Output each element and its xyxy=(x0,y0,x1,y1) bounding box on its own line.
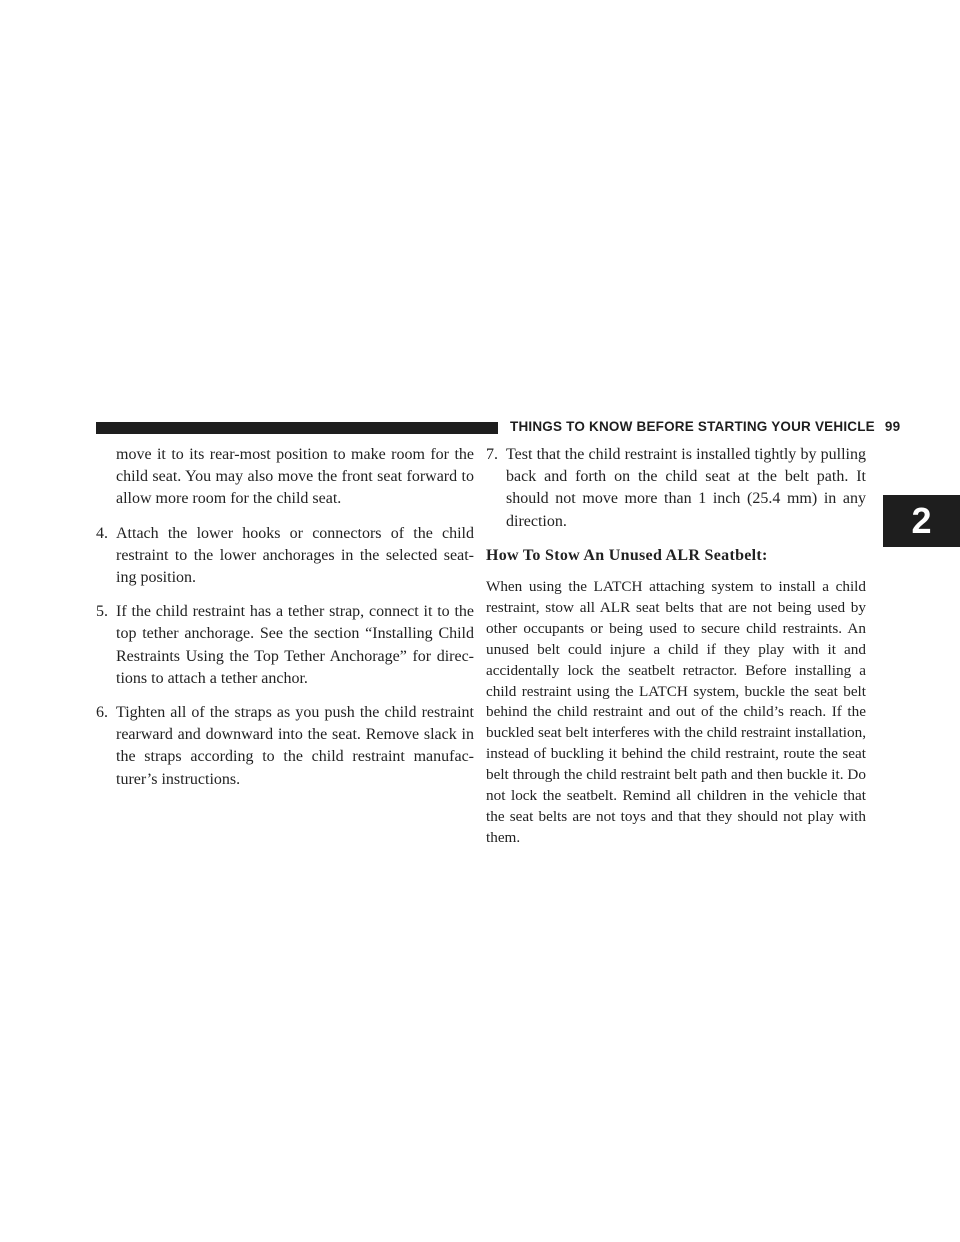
list-item xyxy=(96,523,474,590)
section-heading: How To Stow An Unused ALR Seatbelt: xyxy=(486,546,768,564)
section-title: THINGS TO KNOW BEFORE STARTING YOUR VEHICLE xyxy=(510,419,875,434)
list-item-text: Attach the lower hooks or connectors of the child restraint to the lower anchorages in the selected seat-ing position. xyxy=(116,524,474,587)
list-item-number: 4. xyxy=(96,524,108,542)
chapter-tab: 2 xyxy=(883,495,960,547)
list-item-number: 7. xyxy=(486,446,498,463)
list-item xyxy=(96,702,474,791)
list-item-text: Test that the child restraint is installed tightly by pulling back and forth on the child seat at the belt path. It should not move more than 1 inch (25.4 mm) in any direction. xyxy=(506,446,866,530)
header-rule xyxy=(96,422,498,434)
continuation-paragraph: move it to its rear-most position to make room for the child seat. You may also move the front seat forward to allow more room for the child seat. xyxy=(116,446,474,508)
list-item-text: If the child restraint has a tether strap, connect it to the top tether anchorage. See the section “Installing Child Restraints Using the Top Tether Anchorage” for direc-tions to attach a tether anchor. xyxy=(116,603,474,687)
list-item-number: 5. xyxy=(96,603,108,621)
left-column xyxy=(96,444,474,803)
list-item xyxy=(96,601,474,690)
running-header xyxy=(510,419,900,434)
list-item xyxy=(486,444,866,533)
list-item-number: 6. xyxy=(96,704,108,722)
page-number: 99 xyxy=(884,419,901,434)
list-item-text: Tighten all of the straps as you push the child restraint rearward and downward into the seat. Remove slack in the straps according to the child restraint manufac-turer’s instructions. xyxy=(116,704,474,788)
right-column xyxy=(486,444,866,849)
body-paragraph: When using the LATCH attaching system to install a child restraint, stow all ALR seat belts that are not being used by other occupants or being used to secure child restraints. An unused belt could injure a child if they play with it and accidentally lock the seatbelt retractor. Before installing a child restraint using the LATCH system, buckle the seat belt behind the child restraint and out of the child’s reach. If the buckled seat belt interferes with the child restraint installation, instead of buckling it behind the child restraint, route the seat belt through the child restraint belt path and then buckle it. Do not lock the seatbelt. Remind all children in the vehicle that the seat belts are not toys and that they should not play with them. xyxy=(486,578,866,846)
